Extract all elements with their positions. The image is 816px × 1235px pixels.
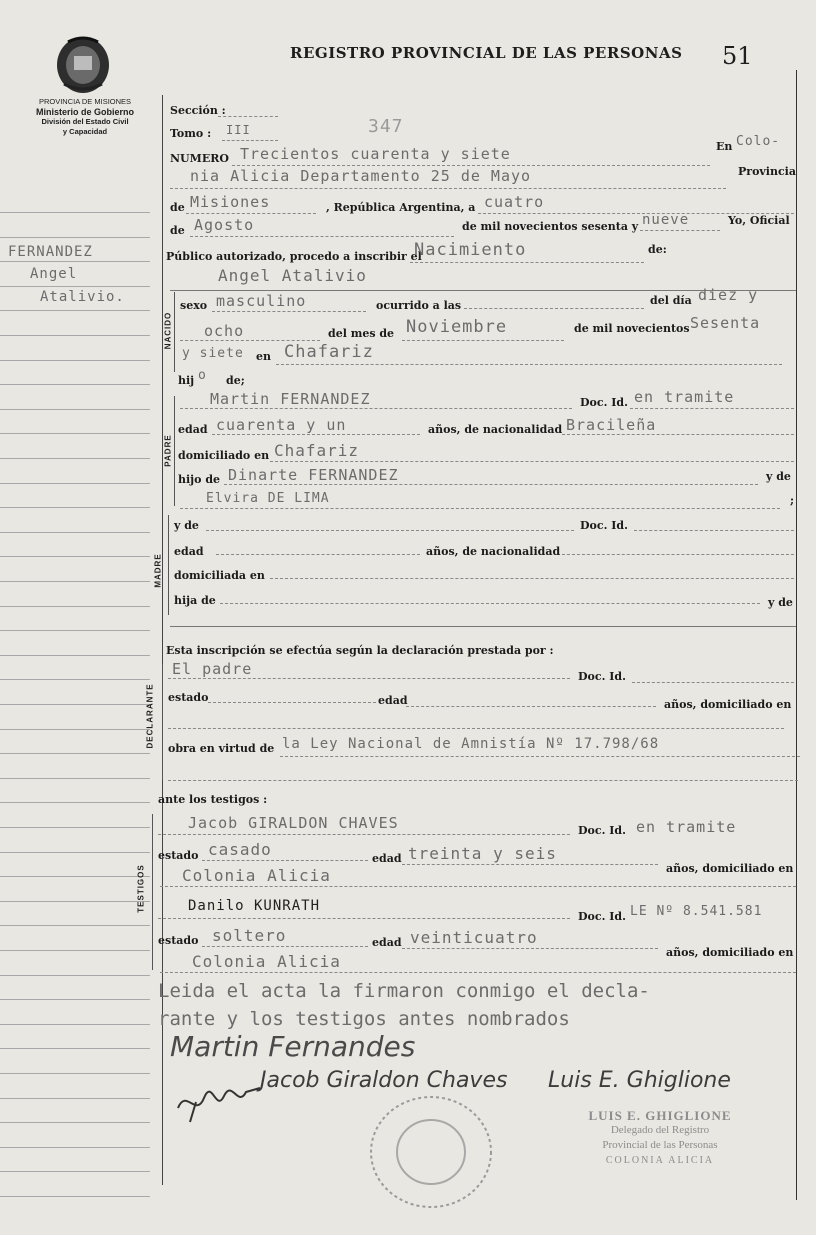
margin-rule-line xyxy=(0,433,150,434)
margin-rule-line xyxy=(0,1196,150,1197)
obra-cont-line xyxy=(168,780,798,781)
declarante-doc-line xyxy=(632,682,794,683)
tomo-value: III xyxy=(226,123,251,137)
madre-hija-de-line xyxy=(220,603,760,604)
testigo2-dom-value: Colonia Alicia xyxy=(192,952,341,971)
signature-testigo1: Jacob Giraldon Chaves xyxy=(260,1068,508,1093)
dia-line xyxy=(180,340,320,341)
testigo1-line xyxy=(158,834,570,835)
testigo1-edad-value: treinta y seis xyxy=(408,844,557,863)
mes-line xyxy=(402,340,564,341)
ocurrido-label: ocurrido a las xyxy=(376,299,462,312)
padre-hijo-de-label: hijo de xyxy=(178,473,221,486)
margin-rule-line xyxy=(0,729,150,730)
nacido-bracket xyxy=(174,292,175,372)
testigo1-edad-line xyxy=(402,864,658,865)
hora-line xyxy=(464,308,644,309)
margin-rule-line xyxy=(0,1171,150,1172)
padre-nac-line xyxy=(562,434,794,435)
margin-rule-line xyxy=(0,778,150,779)
testigo1-estado-value: casado xyxy=(208,840,272,859)
padre-hijo-de-line xyxy=(224,484,758,485)
declarante-edad-line xyxy=(406,706,656,707)
nacido-side-label: NACIDO xyxy=(163,311,173,350)
coat-of-arms-emblem xyxy=(54,34,112,96)
signature-testigo2-scribble xyxy=(176,1078,266,1128)
sexo-value: masculino xyxy=(216,292,307,310)
de-label: de xyxy=(170,201,185,214)
ante-label: ante los testigos : xyxy=(158,793,268,806)
declarante-estado-line xyxy=(208,702,376,703)
testigos-side-label: TESTIGOS xyxy=(136,864,146,913)
madre-edad-label: edad xyxy=(174,545,204,558)
yo-oficial-label: Yo, Oficial xyxy=(728,214,790,227)
tomo-label: Tomo : xyxy=(170,127,212,140)
declarante-bracket xyxy=(162,664,163,780)
official-round-seal xyxy=(366,1092,496,1212)
margin-rule-line xyxy=(0,507,150,508)
de-semi-label: de; xyxy=(226,374,245,387)
margin-rule-line xyxy=(0,679,150,680)
madre-doc-label: Doc. Id. xyxy=(580,519,628,532)
numero-label: NUMERO xyxy=(170,152,229,165)
margin-rule-line xyxy=(0,852,150,853)
signature-oficial: Luis E. Ghiglione xyxy=(548,1068,731,1093)
declarante-side-label: DECLARANTE xyxy=(145,683,155,749)
margin-rule-line xyxy=(0,1098,150,1099)
madre-y-de-end-label: y de xyxy=(768,596,793,609)
nacido-nombre-value: Angel Atalivio xyxy=(218,266,367,285)
testigo1-edad-label: edad xyxy=(372,852,402,865)
margin-rule-line xyxy=(0,753,150,754)
declarante-doc-label: Doc. Id. xyxy=(578,670,626,683)
hijo-label: hij xyxy=(178,374,195,387)
anio-inscripcion-value: nueve xyxy=(642,212,690,228)
publico-label: Público autorizado, procedo a inscribir el xyxy=(166,250,422,263)
padre-y-de-label: y de xyxy=(766,470,791,483)
madre-nac-line xyxy=(562,554,794,555)
anio-cont-value: y siete xyxy=(182,346,244,361)
margin-rule-line xyxy=(0,335,150,336)
margin-rule-line xyxy=(0,261,150,262)
anio-inscripcion-line xyxy=(640,230,720,231)
inscripcion-label: Esta inscripción se efectúa según la declaración prestada por : xyxy=(166,644,554,657)
margin-rule-line xyxy=(0,360,150,361)
margin-rule-line xyxy=(0,212,150,213)
mil-nov-sesenta-label: de mil novecientos sesenta y xyxy=(462,220,639,233)
margin-rule-line xyxy=(0,1147,150,1148)
acto-line xyxy=(410,262,644,263)
margin-rule-line xyxy=(0,556,150,557)
testigo2-estado-value: soltero xyxy=(212,926,287,945)
en-place-line xyxy=(170,188,726,189)
madre-edad-line xyxy=(216,554,420,555)
dia-cont-value: ocho xyxy=(204,322,245,340)
seccion-label: Sección : xyxy=(170,104,226,117)
testigo1-anos-dom-label: años, domiciliado en xyxy=(666,862,794,875)
tomo-line xyxy=(222,140,278,141)
province-name: PROVINCIA DE MISIONES xyxy=(38,97,132,106)
testigo1-estado-line xyxy=(202,860,368,861)
declarante-value: El padre xyxy=(172,660,253,678)
del-mes-label: del mes de xyxy=(328,327,395,340)
margin-middlename: Atalivio. xyxy=(40,289,125,305)
page-number: 51 xyxy=(722,42,753,70)
testigo2-value: Danilo KUNRATH xyxy=(188,898,321,914)
signature-declarante: Martin Fernandes xyxy=(170,1030,416,1063)
padre-doc-label: Doc. Id. xyxy=(580,396,628,409)
declarante-line xyxy=(168,678,570,679)
padre-dom-value: Chafariz xyxy=(274,441,360,460)
testigo2-line xyxy=(158,918,570,919)
margin-rule-line xyxy=(0,802,150,803)
padre-doc-value: en tramite xyxy=(634,388,735,406)
padre-bracket xyxy=(174,396,175,506)
padre-dom-label: domiciliado en xyxy=(178,449,270,462)
margin-rule-line xyxy=(0,950,150,951)
numero-value: Trecientos cuarenta y siete xyxy=(240,145,511,163)
margin-firstname: Angel xyxy=(30,266,78,282)
testigo1-doc-label: Doc. Id. xyxy=(578,824,626,837)
madre-y-de-label: y de xyxy=(174,519,199,532)
testigo1-doc-value: en tramite xyxy=(636,818,737,836)
sexo-label: sexo xyxy=(180,299,208,312)
right-border xyxy=(796,70,797,1200)
margin-rule-line xyxy=(0,630,150,631)
division-name-cont: y Capacidad xyxy=(62,127,108,136)
testigo2-doc-label: Doc. Id. xyxy=(578,910,626,923)
declarante-edad-label: edad xyxy=(378,694,408,707)
margin-rule-line xyxy=(0,999,150,1000)
margin-rule-line xyxy=(0,409,150,410)
margin-rule-line xyxy=(0,384,150,385)
closing-line-1: Leida el acta la firmaron conmigo el decla- xyxy=(158,980,650,1002)
padre-anos-nac-label: años, de nacionalidad xyxy=(428,423,563,436)
provincia-label: Provincia xyxy=(738,165,796,178)
numero-overwrite: 347 xyxy=(368,116,404,137)
mil-nov-label: de mil novecientos xyxy=(574,322,690,335)
page-title: REGISTRO PROVINCIAL DE LAS PERSONAS xyxy=(290,44,683,62)
seccion-line xyxy=(218,116,278,117)
margin-surname: FERNANDEZ xyxy=(8,244,93,260)
numero-line xyxy=(232,165,710,166)
testigo2-doc-value: LE Nº 8.541.581 xyxy=(630,904,763,919)
testigo1-dom-line xyxy=(160,886,796,887)
padre-madre-line xyxy=(180,508,780,509)
del-dia-label: del día xyxy=(650,294,692,307)
testigo2-edad-value: veinticuatro xyxy=(410,928,538,947)
madre-dom-line xyxy=(270,578,794,579)
padre-hijo-de-value: Dinarte FERNANDEZ xyxy=(228,466,399,484)
division-name: División del Estado Civil xyxy=(41,117,129,126)
margin-rule-line xyxy=(0,483,150,484)
anio-value: Sesenta xyxy=(690,314,761,332)
padre-edad-label: edad xyxy=(178,423,208,436)
declarante-dom-line xyxy=(168,728,784,729)
en-place-cont-value: nia Alicia Departamento 25 de Mayo xyxy=(190,167,532,185)
testigo2-dom-line xyxy=(160,972,796,973)
padre-nombre-line xyxy=(180,408,572,409)
testigo1-dom-value: Colonia Alicia xyxy=(182,866,331,885)
padre-semicolon: ; xyxy=(790,494,795,507)
margin-rule-line xyxy=(0,704,150,705)
sexo-line xyxy=(212,311,366,312)
padre-edad-line xyxy=(212,434,420,435)
margin-rule-line xyxy=(0,925,150,926)
stamp-line-2: Delegado del Registro xyxy=(610,1124,710,1136)
margin-rule-line xyxy=(0,581,150,582)
margin-rule-line xyxy=(0,876,150,877)
padre-edad-value: cuarenta y un xyxy=(216,416,347,434)
margin-rule-line xyxy=(0,1024,150,1025)
official-stamp xyxy=(550,1108,770,1168)
dia-value: diez y xyxy=(698,286,759,304)
margin-rule-line xyxy=(0,827,150,828)
stamp-line-4: COLONIA ALICIA xyxy=(605,1155,715,1166)
testigos-bracket xyxy=(152,814,153,970)
margin-rule-line xyxy=(0,458,150,459)
testigo2-edad-line xyxy=(402,948,658,949)
dia-inscripcion-value: cuatro xyxy=(484,193,545,211)
margin-rule-line xyxy=(0,606,150,607)
madre-bracket xyxy=(168,515,169,615)
margin-rule-line xyxy=(0,901,150,902)
mes-inscripcion-value: Agosto xyxy=(194,216,255,234)
republica-label: , República Argentina, a xyxy=(326,201,476,214)
de2-label: de xyxy=(170,224,185,237)
ley-line xyxy=(280,756,800,757)
madre-hija-de-label: hija de xyxy=(174,594,216,607)
testigo1-value: Jacob GIRALDON CHAVES xyxy=(188,814,399,832)
en-label: En xyxy=(716,140,733,153)
closing-line-2: rante y los testigos antes nombrados xyxy=(158,1008,570,1030)
de-prov-line xyxy=(186,213,316,214)
madre-side-label: MADRE xyxy=(153,553,163,588)
de-colon-label: de: xyxy=(648,243,667,256)
madre-doc-line xyxy=(634,530,794,531)
lugar-value: Chafariz xyxy=(284,342,374,362)
madre-anos-nac-label: años, de nacionalidad xyxy=(426,545,561,558)
mes-value: Noviembre xyxy=(406,317,508,337)
madre-end-line xyxy=(170,626,796,627)
padre-doc-line xyxy=(630,408,794,409)
testigo2-anos-dom-label: años, domiciliado en xyxy=(666,946,794,959)
issuing-authority xyxy=(10,97,160,137)
margin-rule-line xyxy=(0,310,150,311)
margin-rule-line xyxy=(0,1048,150,1049)
stamp-line-1: LUIS E. GHIGLIONE xyxy=(588,1108,732,1123)
margin-rule-line xyxy=(0,1073,150,1074)
madre-nombre-line xyxy=(206,530,574,531)
margin-rule-line xyxy=(0,655,150,656)
margin-rule-line xyxy=(0,975,150,976)
declarante-estado-label: estado xyxy=(168,691,209,704)
ley-value: la Ley Nacional de Amnistía Nº 17.798/68 xyxy=(282,736,660,752)
obra-label: obra en virtud de xyxy=(168,742,275,755)
testigo2-edad-label: edad xyxy=(372,936,402,949)
padre-nac-value: Bracileña xyxy=(566,416,657,434)
de-prov-value: Misiones xyxy=(190,193,271,211)
ministry-name: Ministerio de Gobierno xyxy=(35,107,134,117)
margin-rule-line xyxy=(0,1122,150,1123)
en-place-value: Colo- xyxy=(736,134,781,149)
en2-label: en xyxy=(256,350,271,363)
stamp-line-3: Provincial de las Personas xyxy=(602,1139,718,1151)
padre-side-label: PADRE xyxy=(163,434,173,467)
hijo-suffix-value: o xyxy=(198,368,207,383)
madre-dom-label: domiciliada en xyxy=(174,569,265,582)
declarante-anos-dom-label: años, domiciliado en xyxy=(664,698,792,711)
testigo1-estado-label: estado xyxy=(158,849,199,862)
margin-rule-line xyxy=(0,532,150,533)
padre-madre-value: Elvira DE LIMA xyxy=(206,491,330,506)
testigo2-estado-label: estado xyxy=(158,934,199,947)
lugar-line xyxy=(276,364,782,365)
acto-value: Nacimiento xyxy=(414,240,527,260)
testigo2-estado-line xyxy=(202,946,368,947)
padre-dom-line xyxy=(270,461,794,462)
mes-inscripcion-line xyxy=(190,236,454,237)
margin-rule-line xyxy=(0,237,150,238)
padre-nombre-value: Martin FERNANDEZ xyxy=(210,390,371,408)
margin-rule-line xyxy=(0,286,150,287)
